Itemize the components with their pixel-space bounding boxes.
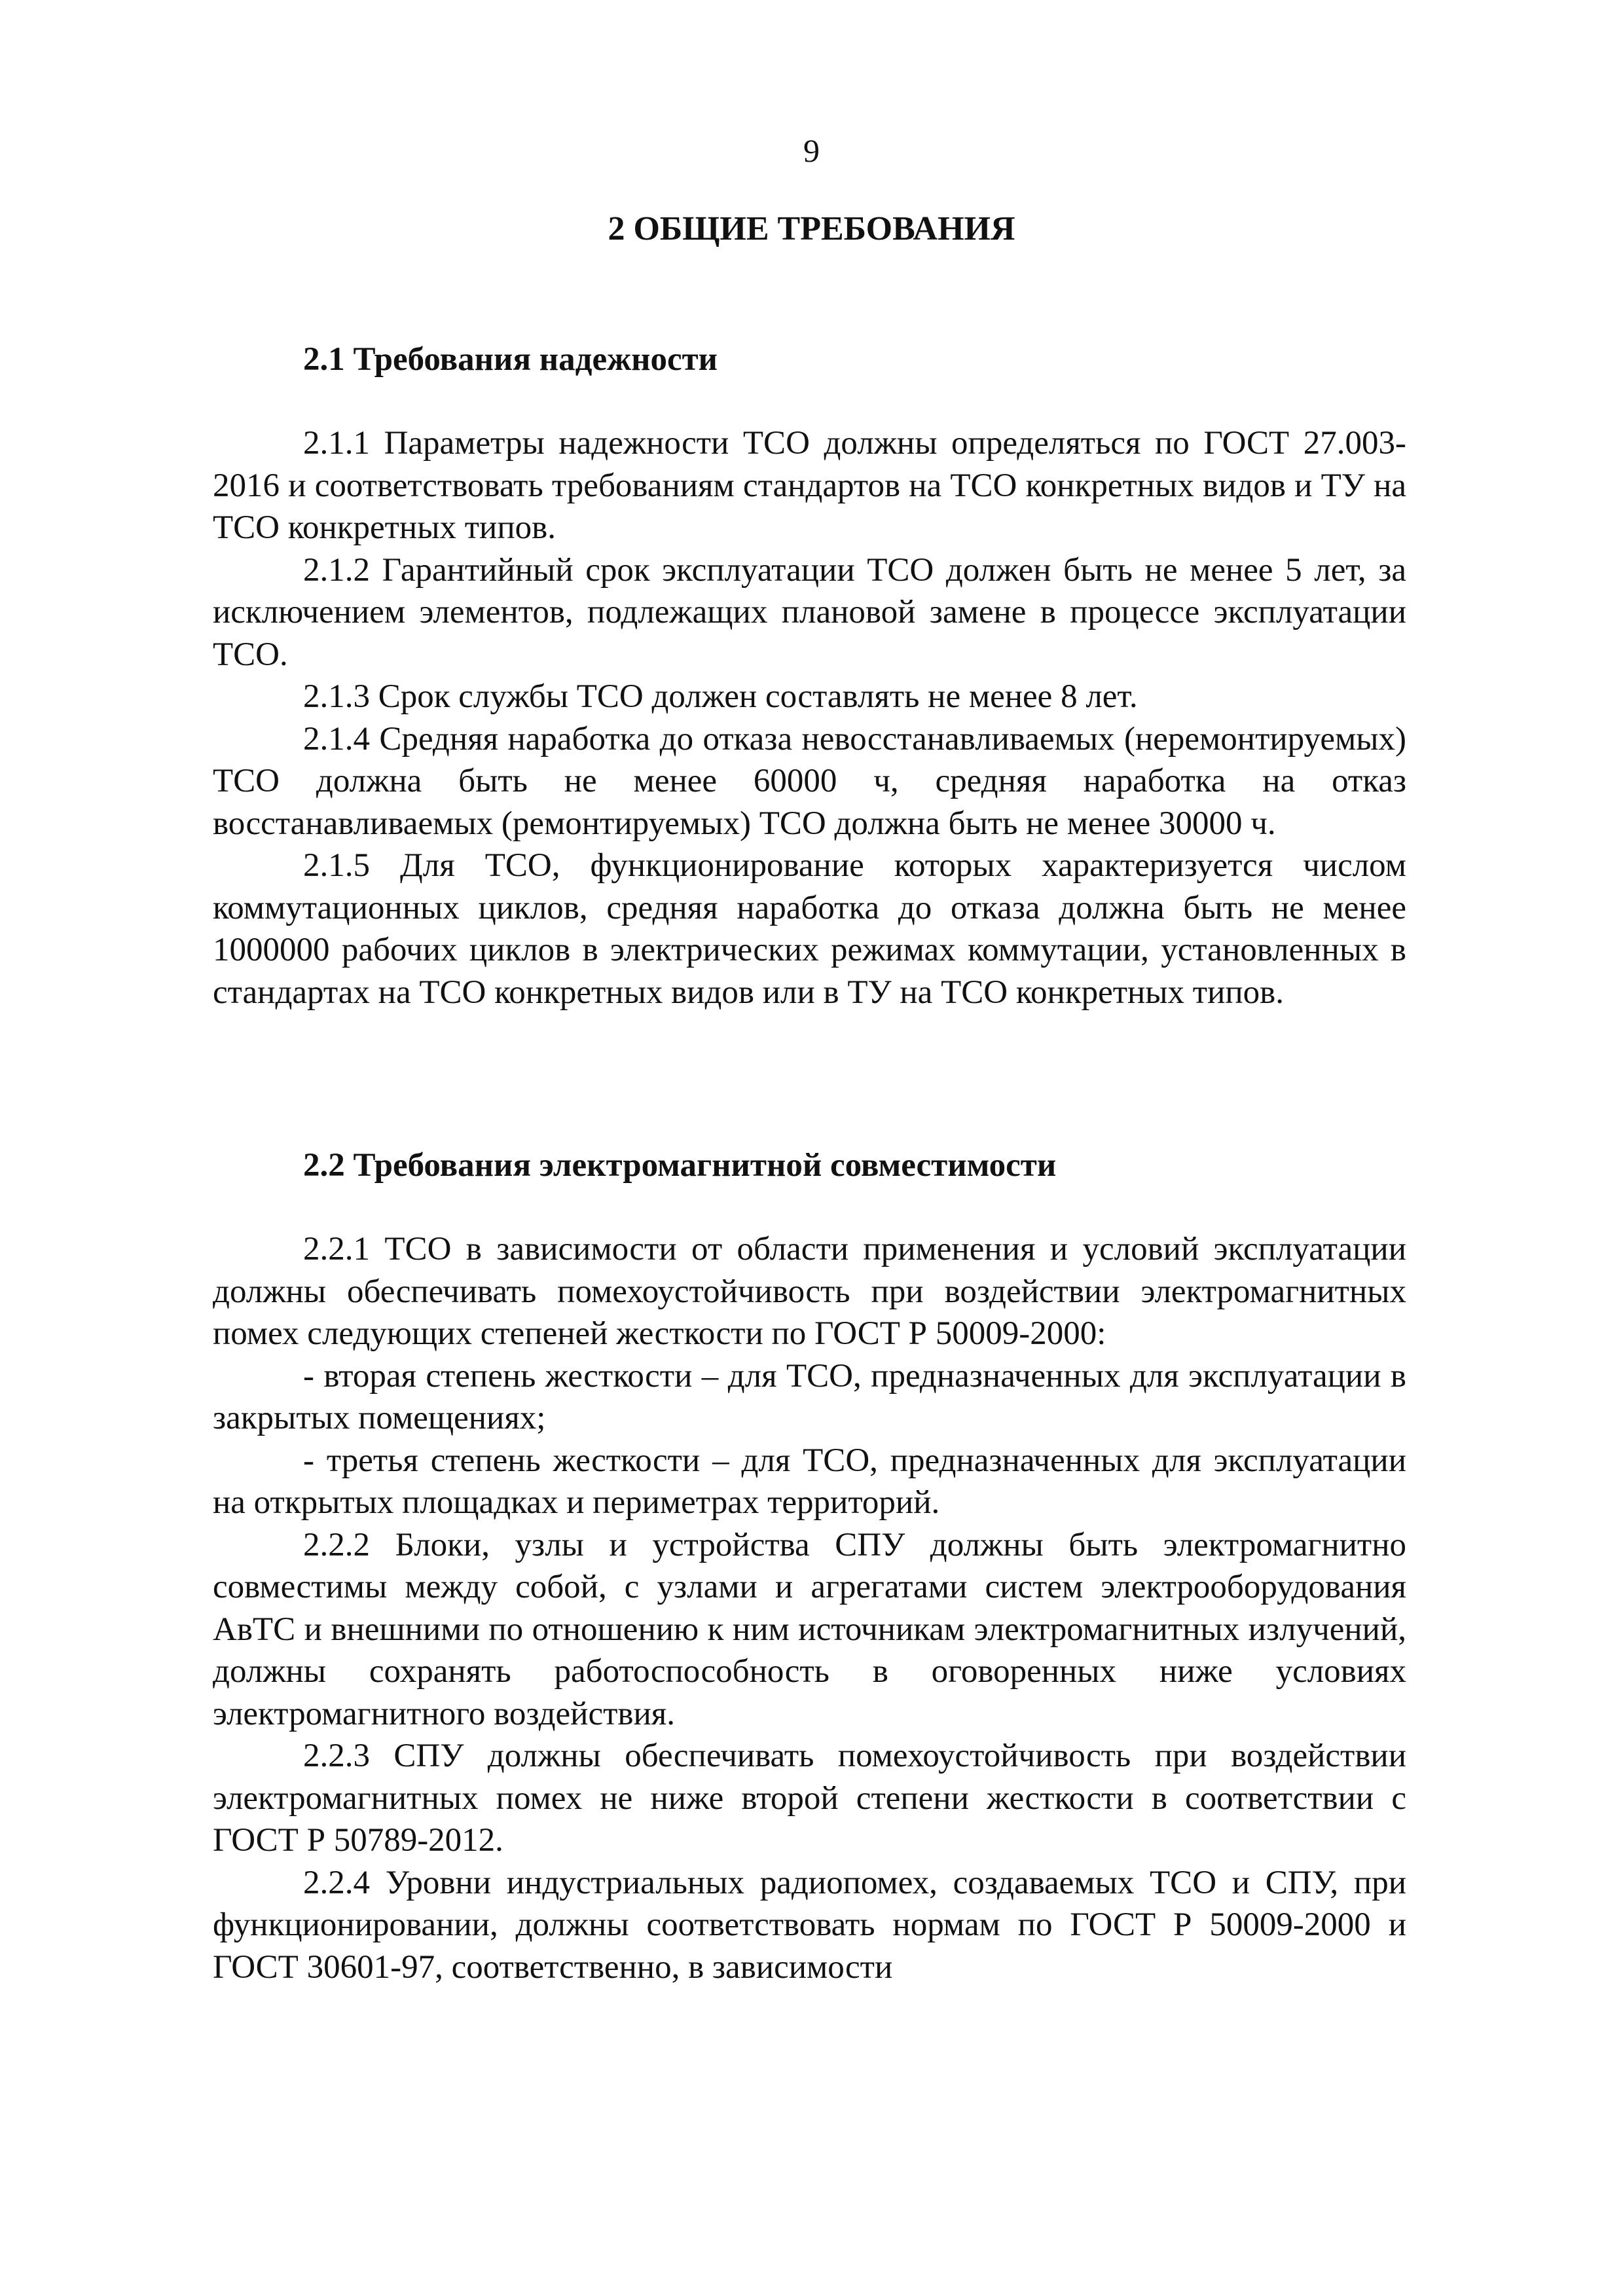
section-2-2-body <box>213 1228 1406 1988</box>
section-title: 2 ОБЩИЕ ТРЕБОВАНИЯ <box>608 210 1015 247</box>
paragraph-2-2-1: 2.2.1 ТСО в зависимости от области применения и условий эксплуатации должны обеспечивать помехоустойчивость при воздействии электромагнитных помех следующих степеней жесткости по ГОСТ Р 50009-2000: <box>213 1231 1406 1352</box>
section-2-1-heading: 2.1 Требования надежности <box>303 341 718 378</box>
paragraph-2-1-1: 2.1.1 Параметры надежности ТСО должны определяться по ГОСТ 27.003-2016 и соответствовать требованиям стандартов на ТСО конкретных видов и ТУ на ТСО конкретных типов. <box>213 425 1406 546</box>
paragraph-2-2-2: 2.2.2 Блоки, узлы и устройства СПУ должны быть электромагнитно совместимы между собой, с узлами и агрегатами систем электрооборудования АвТС и внешними по отношению к ним источникам электромагнитных излучений, должны сохранять работоспособность в оговоренных ниже условиях электромагнитного воздействия. <box>213 1526 1406 1732</box>
paragraph-2-2-4: 2.2.4 Уровни индустриальных радиопомех, создаваемых ТСО и СПУ, при функционировании, должны соответствовать нормам по ГОСТ Р 50009-2000 и ГОСТ 30601-97, соответственно, в зависимости <box>213 1864 1406 1986</box>
section-2-1-body <box>213 422 1406 1013</box>
paragraph-2-2-3: 2.2.3 СПУ должны обеспечивать помехоустойчивость при воздействии электромагнитных помех не ниже второй степени жесткости в соответствии с ГОСТ Р 50789-2012. <box>213 1738 1406 1859</box>
list-item-third-degree: - третья степень жесткости – для ТСО, предназначенных для эксплуатации на открытых площадках и периметрах территорий. <box>213 1442 1406 1521</box>
paragraph-2-1-3: 2.1.3 Срок службы ТСО должен составлять не менее 8 лет. <box>303 678 1138 715</box>
paragraph-2-1-2: 2.1.2 Гарантийный срок эксплуатации ТСО должен быть не менее 5 лет, за исключением элементов, подлежащих плановой замене в процессе эксплуатации ТСО. <box>213 551 1406 673</box>
section-2-1-heading-block <box>213 338 1406 381</box>
section-2-2-heading-block <box>213 1144 1406 1187</box>
paragraph-2-1-4: 2.1.4 Средняя наработка до отказа невосстанавливаемых (неремонтируемых) ТСО должна быть не менее 60000 ч, средняя наработка на отказ восстанавливаемых (ремонтируемых) ТСО должна быть не менее 30000 ч. <box>213 720 1406 842</box>
section-2-2-heading: 2.2 Требования электромагнитной совместимости <box>303 1147 1057 1184</box>
list-item-second-degree: - вторая степень жесткости – для ТСО, предназначенных для эксплуатации в закрытых помещениях; <box>213 1357 1406 1436</box>
paragraph-2-1-5: 2.1.5 Для ТСО, функционирование которых характеризуется числом коммутационных циклов, средняя наработка до отказа должна быть не менее 1000000 рабочих циклов в электрических режимах коммутации, установленных в стандартах на ТСО конкретных видов или в ТУ на ТСО конкретных типов. <box>213 847 1406 1011</box>
page-number: 9 <box>803 132 820 169</box>
